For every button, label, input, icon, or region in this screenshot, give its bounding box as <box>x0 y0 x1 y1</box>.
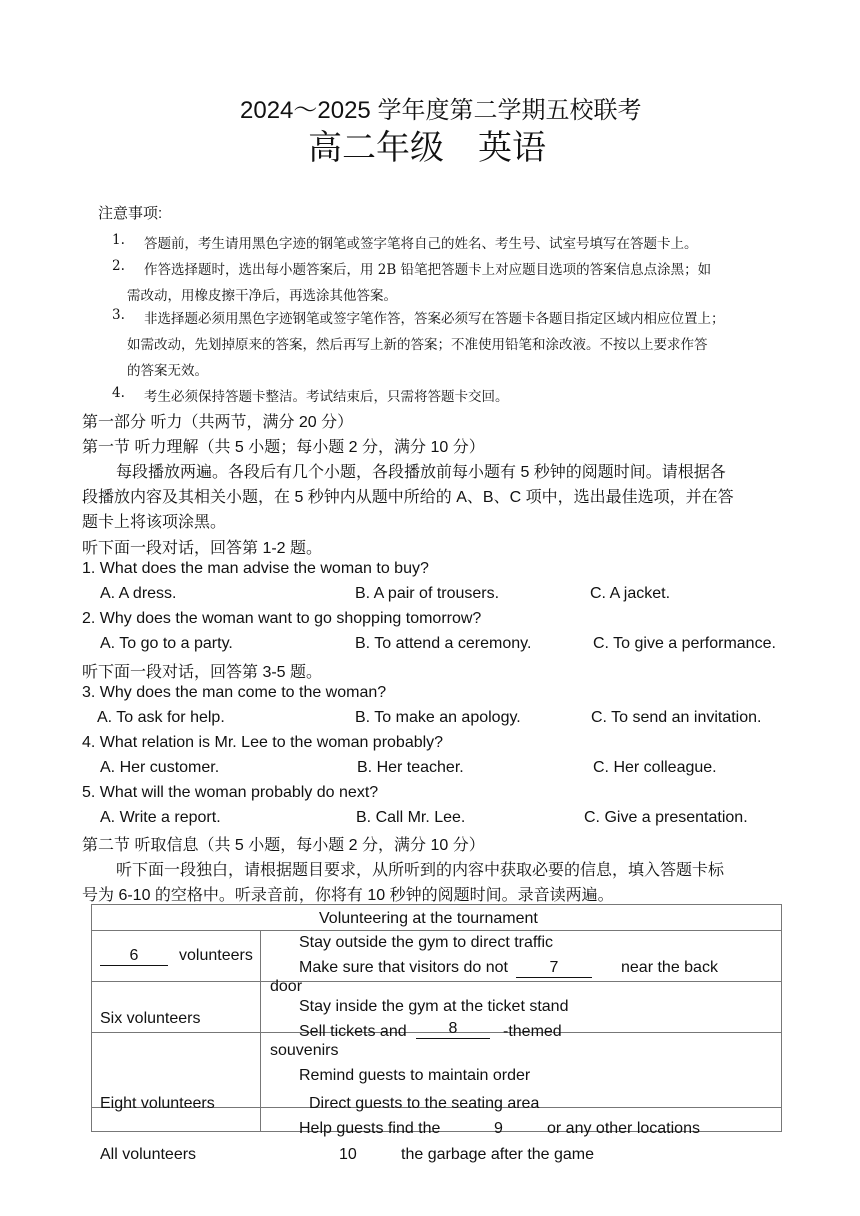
blank-8: 8 <box>416 1020 490 1039</box>
table-border <box>91 904 92 1132</box>
notice-line: 作答选择题时，选出每小题答案后，用 2B 铅笔把答题卡上对应题目选项的答案信息点涂黑；如 <box>144 262 712 278</box>
blank-7: 7 <box>516 959 592 978</box>
question: 2. Why does the woman want to go shopping tomorrow? <box>82 610 482 627</box>
question: 3. Why does the man come to the woman? <box>82 684 387 701</box>
row-detail: souvenirs <box>270 1042 339 1059</box>
table-border <box>91 930 782 931</box>
option-a: A. Write a report. <box>100 809 221 826</box>
row-detail: Remind guests to maintain order <box>299 1067 531 1084</box>
row-detail: Make sure that visitors do not <box>299 959 508 976</box>
row-detail: or any other locations <box>547 1120 700 1137</box>
option-c: C. To send an invitation. <box>591 709 762 726</box>
exam-title: 2024～2025 学年度第二学期五校联考 <box>240 97 642 124</box>
row-label: All volunteers <box>100 1146 197 1163</box>
table-border <box>781 904 782 1132</box>
instruction-line: 号为 6-10 的空格中。听录音前，你将有 10 秒钟的阅题时间。录音读两遍。 <box>82 887 614 904</box>
row-detail: -themed <box>503 1023 562 1040</box>
question: 4. What relation is Mr. Lee to the woman probably? <box>82 734 444 751</box>
section2-heading: 第二节 听取信息（共 5 小题，每小题 2 分，满分 10 分） <box>82 837 485 854</box>
option-b: B. To attend a ceremony. <box>355 635 532 652</box>
table-border <box>91 981 782 982</box>
blank-9: 9 <box>494 1120 503 1137</box>
notice-line: 如需改动，先划掉原来的答案，然后再写上新的答案；不准使用铅笔和涂改液。不按以上要求作答 <box>127 337 708 353</box>
notice-line: 非选择题必须用黑色字迹钢笔或签字笔作答，答案必须写在答题卡各题目指定区域内相应位置上； <box>144 311 725 327</box>
table-title: Volunteering at the tournament <box>319 910 538 927</box>
blank-6: 6 <box>100 947 168 966</box>
option-c: C. A jacket. <box>590 585 671 602</box>
section1-heading: 第一节 听力理解（共 5 小题；每小题 2 分，满分 10 分） <box>82 439 485 456</box>
instruction-line: 题卡上将该项涂黑。 <box>82 514 227 531</box>
notice-num-4: 4. <box>112 385 125 401</box>
option-c: C. Her colleague. <box>593 759 717 776</box>
notice-line: 需改动，用橡皮擦干净后，再选涂其他答案。 <box>127 288 397 304</box>
option-b: B. Her teacher. <box>357 759 464 776</box>
part1-heading: 第一部分 听力（共两节，满分 20 分） <box>82 414 354 431</box>
instruction-line: 听下面一段独白，请根据题目要求，从所听到的内容中获取必要的信息，填入答题卡标 <box>116 862 725 879</box>
row-detail: Help guests find the <box>299 1120 441 1137</box>
table-border <box>91 904 782 905</box>
option-c: C. To give a performance. <box>593 635 776 652</box>
row-detail: Stay outside the gym to direct traffic <box>299 934 554 951</box>
option-a: A. A dress. <box>100 585 177 602</box>
row-detail: door <box>270 978 303 995</box>
notice-heading: 注意事项: <box>98 205 163 222</box>
exam-subtitle: 高二年级 英语 <box>308 129 546 167</box>
row-label: Six volunteers <box>100 1010 201 1027</box>
instruction-line: 段播放内容及其相关小题，在 5 秒钟内从题中所给的 A、B、C 项中，选出最佳选项，并在答 <box>82 489 734 506</box>
notice-num-1: 1. <box>112 232 125 248</box>
notice-num-2: 2. <box>112 258 125 274</box>
notice-line: 答题前，考生请用黑色字迹的钢笔或签字笔将自己的姓名、考生号、试室号填写在答题卡上。 <box>144 236 698 252</box>
notice-line: 考生必须保持答题卡整洁。考试结束后，只需将答题卡交回。 <box>144 389 509 405</box>
option-a: A. To ask for help. <box>97 709 225 726</box>
row-detail: near the back <box>621 959 718 976</box>
instruction-line: 每段播放两遍。各段后有几个小题，各段播放前每小题有 5 秒钟的阅题时间。请根据各 <box>116 464 726 481</box>
notice-line: 的答案无效。 <box>127 363 208 379</box>
option-b: B. To make an apology. <box>355 709 521 726</box>
question: 5. What will the woman probably do next? <box>82 784 379 801</box>
row-label: Eight volunteers <box>100 1095 215 1112</box>
option-b: B. A pair of trousers. <box>355 585 500 602</box>
table-border <box>260 930 261 1132</box>
row-detail: the garbage after the game <box>401 1146 595 1163</box>
notice-num-3: 3. <box>112 307 125 323</box>
option-b: B. Call Mr. Lee. <box>356 809 466 826</box>
question: 1. What does the man advise the woman to buy? <box>82 560 429 577</box>
dialog-intro: 听下面一段对话，回答第 3-5 题。 <box>82 664 323 681</box>
blank-10: 10 <box>339 1146 357 1163</box>
row-detail: Stay inside the gym at the ticket stand <box>299 998 569 1015</box>
option-a: A. To go to a party. <box>100 635 233 652</box>
option-c: C. Give a presentation. <box>584 809 748 826</box>
dialog-intro: 听下面一段对话，回答第 1-2 题。 <box>82 540 323 557</box>
option-a: A. Her customer. <box>100 759 220 776</box>
row-label: volunteers <box>179 947 253 964</box>
row-detail: Direct guests to the seating area <box>309 1095 540 1112</box>
row-detail: Sell tickets and <box>299 1023 407 1040</box>
